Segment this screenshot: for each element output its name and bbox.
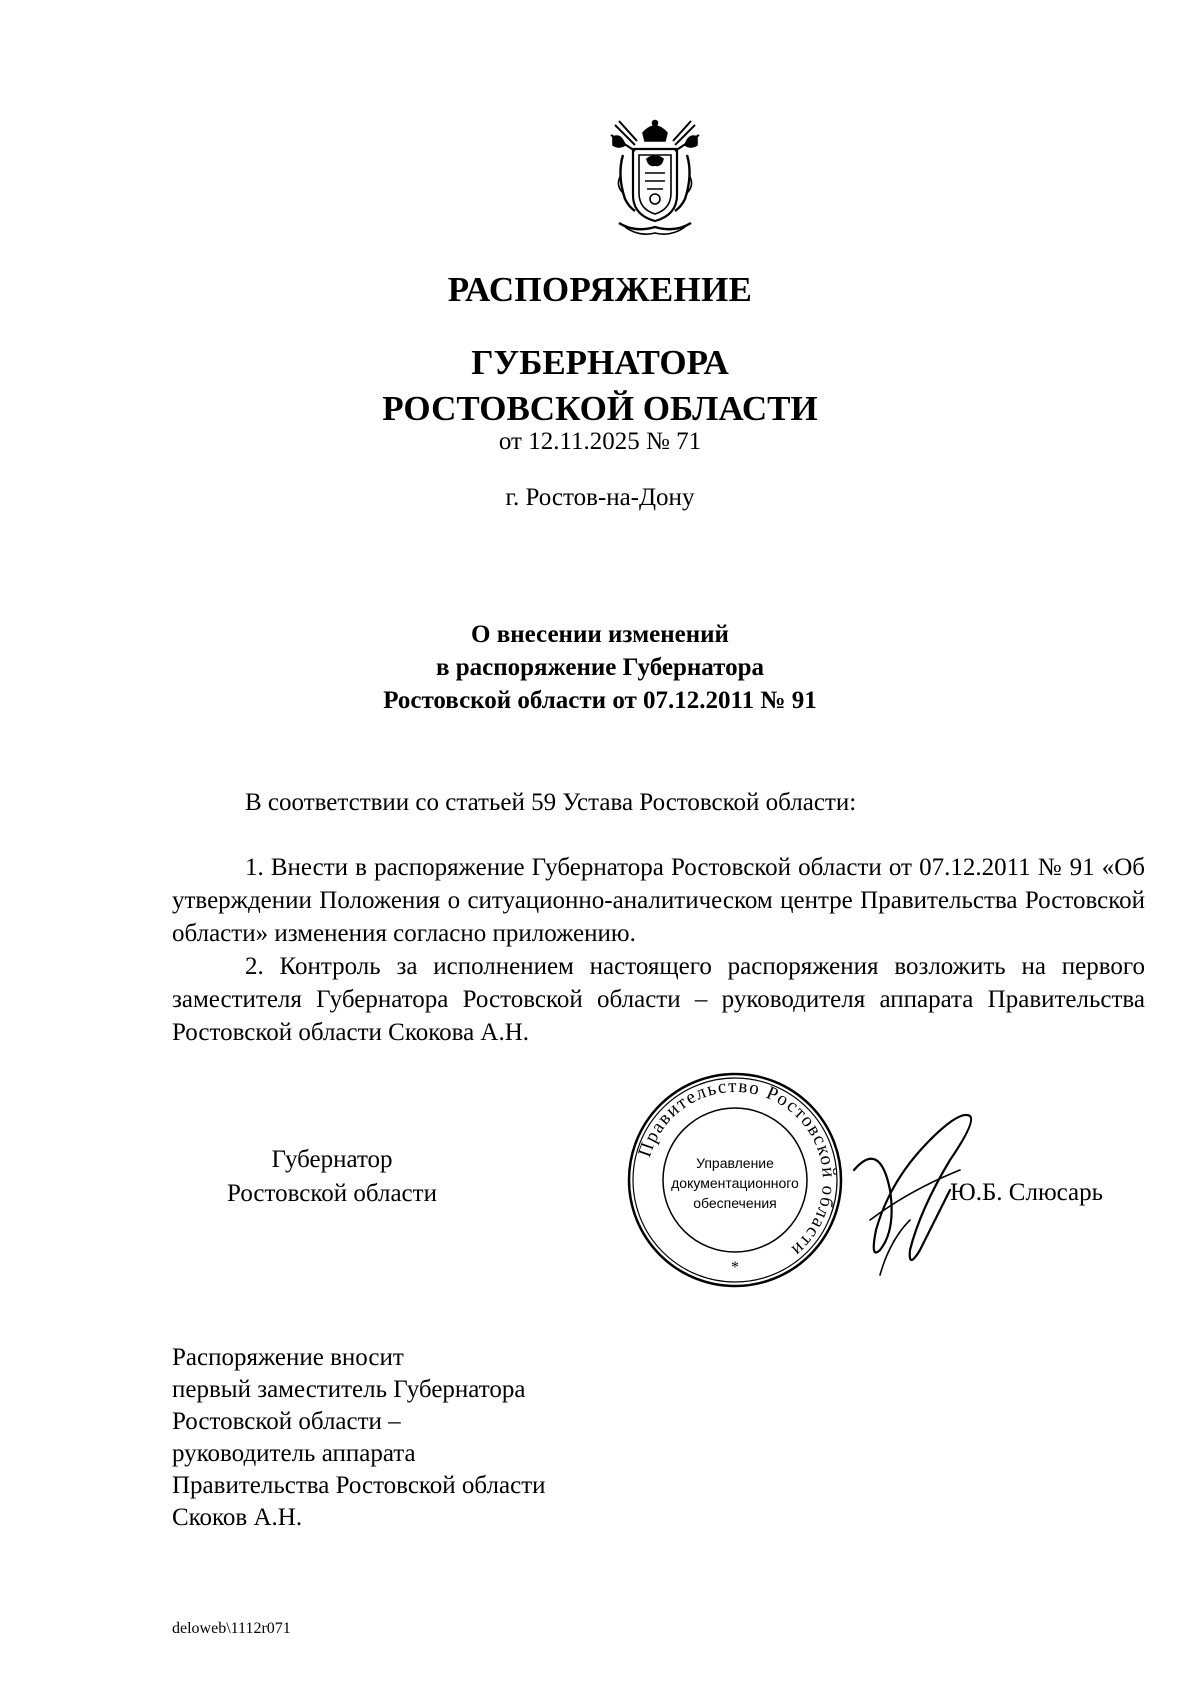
date-number: от 12.11.2025 № 71 xyxy=(498,428,702,455)
submitter-line-4: руководитель аппарата xyxy=(172,1440,416,1467)
intro-paragraph xyxy=(172,786,1145,819)
signatory-position xyxy=(172,1143,492,1211)
submitter-line-6: Скоков А.Н. xyxy=(172,1504,303,1531)
document-footer-code: deloweb\1112r071 xyxy=(172,1620,291,1637)
stamp-center-line-3: обеспечения xyxy=(693,1195,777,1211)
submitter-line-1: Распоряжение вносит xyxy=(172,1344,404,1371)
stamp-star: * xyxy=(731,1259,739,1276)
order-item-2: 2. Контроль за исполнением настоящего распоряжения возложить на первого заместителя Губернатора Ростовской области – руководителя аппарата Правительства Ростовской области Скокова А.Н. xyxy=(172,953,1145,1046)
stamp-ring-text: Правительство Ростовской области xyxy=(634,1075,840,1262)
signatory-position-line-1: Губернатор xyxy=(271,1146,393,1173)
order-items xyxy=(172,851,1145,1049)
stamp-center-line-2: документационного xyxy=(671,1175,799,1191)
signatory-position-line-2: Ростовской области xyxy=(227,1180,437,1207)
order-item-1: 1. Внести в распоряжение Губернатора Ростовской области от 07.12.2011 № 91 «Об утверждении Положения о ситуационно-аналитическом центре Правительства Ростовской области» изменения согласно приложению. xyxy=(172,854,1145,947)
subject-line-2: в распоряжение Губернатора xyxy=(435,654,765,681)
document-subject xyxy=(0,618,1200,717)
submitter-line-2: первый заместитель Губернатора xyxy=(172,1376,526,1403)
subject-line-1: О внесении изменений xyxy=(471,621,729,648)
issuer-block xyxy=(0,340,1200,432)
signatory-name: Ю.Б. Слюсарь xyxy=(950,1179,1104,1206)
city: г. Ростов-на-Дону xyxy=(505,484,695,511)
official-stamp xyxy=(625,1070,845,1290)
intro-text: В соответствии со статьей 59 Устава Ростовской области: xyxy=(245,789,857,816)
subject-line-3: Ростовской области от 07.12.2011 № 91 xyxy=(383,687,817,714)
submitter-line-5: Правительства Ростовской области xyxy=(172,1472,546,1499)
stamp-center-line-1: Управление xyxy=(696,1155,774,1171)
submitter-line-3: Ростовской области – xyxy=(172,1408,401,1435)
issuer-line-1: ГУБЕРНАТОРА xyxy=(471,343,729,382)
coat-of-arms-icon xyxy=(605,115,705,240)
submitter-block xyxy=(172,1342,546,1534)
document-title: РАСПОРЯЖЕНИЕ xyxy=(447,270,753,309)
issuer-line-2: РОСТОВСКОЙ ОБЛАСТИ xyxy=(382,389,818,428)
